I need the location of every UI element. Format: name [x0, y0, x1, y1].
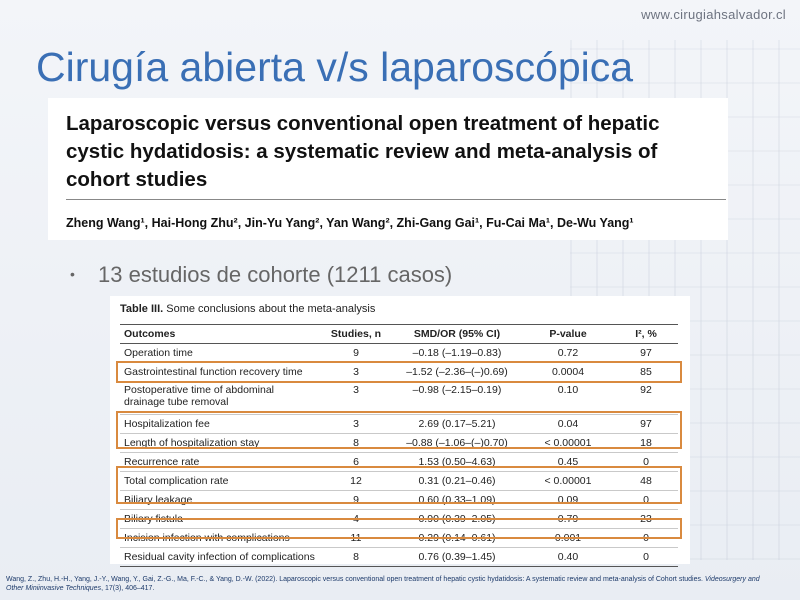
pvalue-cell: 0.001 — [554, 532, 582, 544]
smd-cell: 2.69 (0.17–5.21) — [418, 418, 496, 430]
i2-cell: 92 — [640, 384, 652, 396]
pvalue-cell: 0.79 — [557, 513, 579, 525]
citation-journal: Videosurgery and Other Miniinvasive Techniques — [6, 576, 760, 592]
table-row — [120, 382, 678, 415]
paper-authors: Zheng Wang¹, Hai-Hong Zhu², Jin-Yu Yang², Yan Wang², Zhi-Gang Gai¹, Fu-Cai Ma¹, De-Wu Yang¹ — [66, 216, 634, 230]
studies-cell: 3 — [353, 418, 359, 430]
header-pvalue: P-value — [522, 325, 614, 344]
smd-cell: 0.60 (0.33–1.09) — [418, 494, 496, 506]
citation-tail: , 17(3), 406–417. — [101, 585, 155, 592]
header-outcomes: Outcomes — [120, 325, 320, 344]
i2-cell: 0 — [643, 456, 649, 468]
smd-cell: 0.31 (0.21–0.46) — [418, 475, 496, 487]
outcome-cell: Hospitalization fee — [124, 418, 210, 430]
smd-cell: 0.76 (0.39–1.45) — [418, 551, 496, 563]
header-i2: I², % — [614, 325, 678, 344]
studies-cell: 9 — [353, 494, 359, 506]
website-url: www.cirugiahsalvador.cl — [641, 7, 786, 22]
i2-cell: 85 — [640, 366, 652, 378]
i2-cell: 0 — [643, 494, 649, 506]
table-caption — [120, 303, 375, 315]
citation-footer — [6, 575, 766, 593]
pvalue-cell: 0.04 — [557, 418, 579, 430]
i2-cell: 23 — [640, 513, 652, 525]
slide-title: Cirugía abierta v/s laparoscópica — [36, 44, 634, 90]
i2-cell: 0 — [643, 532, 649, 544]
studies-cell: 3 — [353, 366, 359, 378]
pvalue-cell: < 0.00001 — [544, 475, 592, 487]
highlight-gi-recovery — [116, 361, 682, 383]
i2-cell: 18 — [640, 437, 652, 449]
highlight-hospitalization — [116, 411, 682, 449]
outcome-cell: Recurrence rate — [124, 456, 200, 468]
pvalue-cell: 0.40 — [557, 551, 579, 563]
paper-title: Laparoscopic versus conventional open treatment of hepatic cystic hydatidosis: a systematic review and meta-analysis of cohort studies — [66, 112, 660, 191]
smd-cell: 0.90 (0.39–2.05) — [418, 513, 496, 525]
outcome-cell: Biliary fistula — [124, 513, 183, 525]
highlight-complications — [116, 466, 682, 504]
paper-header — [48, 98, 728, 240]
studies-cell: 6 — [353, 456, 359, 468]
pvalue-cell: 0.09 — [557, 494, 579, 506]
studies-cell: 4 — [353, 513, 359, 525]
table-row — [120, 548, 678, 567]
studies-cell: 12 — [350, 475, 362, 487]
smd-cell: –0.18 (–1.19–0.83) — [412, 347, 502, 359]
smd-cell: –0.88 (–1.06–(–)0.70) — [406, 437, 508, 449]
table-row — [120, 344, 678, 363]
pvalue-cell: 0.10 — [557, 384, 579, 396]
pvalue-cell: 0.72 — [557, 347, 579, 359]
header-smd: SMD/OR (95% CI) — [392, 325, 522, 344]
divider — [66, 199, 726, 200]
studies-cell: 11 — [350, 532, 362, 544]
smd-cell: 1.53 (0.50–4.63) — [418, 456, 496, 468]
pvalue-cell: 0.45 — [557, 456, 579, 468]
smd-cell: –1.52 (–2.36–(–)0.69) — [406, 366, 508, 378]
studies-cell: 9 — [353, 347, 359, 359]
outcome-cell: Residual cavity infection of complications — [124, 551, 315, 563]
bullet-icon: • — [70, 266, 75, 283]
outcome-cell: Postoperative time of abdominal drainage tube removal — [124, 384, 274, 408]
studies-cell: 8 — [353, 437, 359, 449]
i2-cell: 0 — [643, 551, 649, 563]
bullet-point — [70, 262, 452, 288]
smd-cell: –0.98 (–2.15–0.19) — [412, 384, 502, 396]
table-caption-text: Some conclusions about the meta-analysis — [166, 303, 376, 315]
outcome-cell: Gastrointestinal function recovery time — [124, 366, 303, 378]
pvalue-cell: 0.0004 — [551, 366, 585, 378]
citation-text: Wang, Z., Zhu, H.-H., Yang, J.-Y., Wang, Y., Gai, Z.-G., Ma, F.-C., & Yang, D.-W. (2022). Laparoscopic versus conventional open treatment of hepatic cystic hydatidosis: A systematic review and meta-analysis of Cohort studies. — [6, 576, 703, 583]
outcome-cell: Incision infection with complications — [124, 532, 290, 544]
bullet-text: 13 estudios de cohorte (1211 casos) — [98, 262, 453, 287]
outcome-cell: Length of hospitalization stay — [124, 437, 260, 449]
header-studies: Studies, n — [320, 325, 392, 344]
studies-cell: 8 — [353, 551, 359, 563]
pvalue-cell: < 0.00001 — [544, 437, 592, 449]
table-header-row — [120, 325, 678, 344]
studies-cell: 3 — [353, 384, 359, 396]
table-caption-label: Table III. — [120, 303, 164, 315]
outcome-cell: Operation time — [124, 347, 193, 359]
i2-cell: 97 — [640, 418, 652, 430]
i2-cell: 48 — [640, 475, 652, 487]
smd-cell: 0.29 (0.14–0.61) — [418, 532, 496, 544]
i2-cell: 97 — [640, 347, 652, 359]
highlight-incision-infection — [116, 518, 682, 539]
outcome-cell: Total complication rate — [124, 475, 229, 487]
outcome-cell: Biliary leakage — [124, 494, 193, 506]
